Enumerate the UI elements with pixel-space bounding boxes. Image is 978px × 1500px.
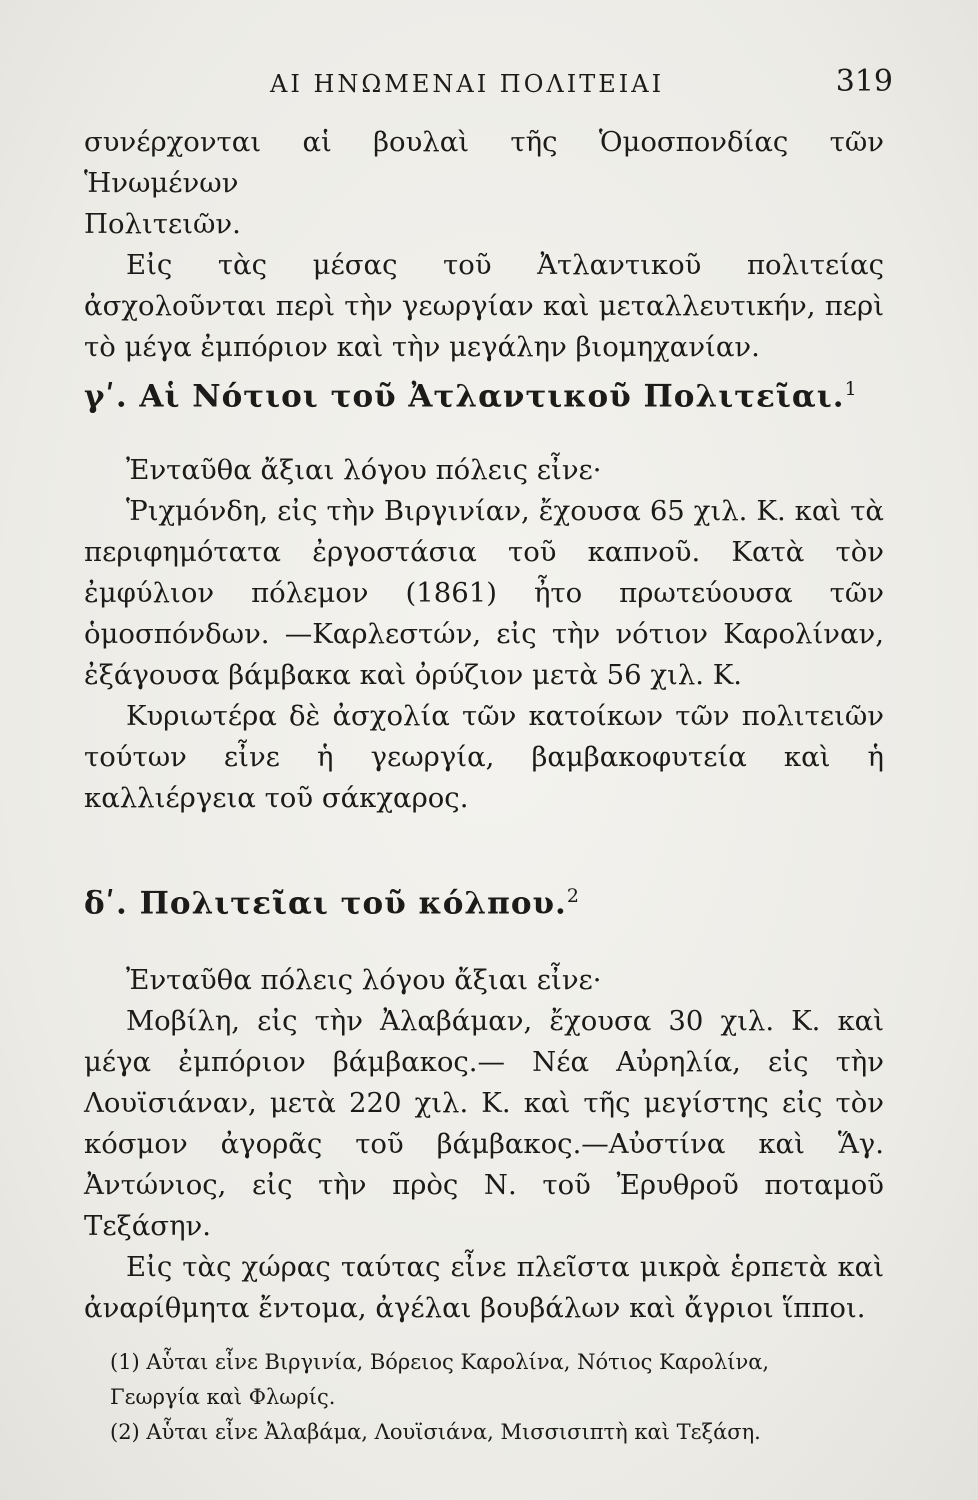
section-heading-text: δʹ. Πολιτεῖαι τοῦ κόλπου. [84,885,567,922]
page-header [270,64,893,110]
running-title: ΑΙ ΗΝΩΜΕΝΑΙ ΠΟΛΙΤΕΙΑΙ [270,70,665,98]
paragraph-occupations: Κυριωτέρα δὲ ἀσχολία τῶν κατοίκων τῶν πολιτειῶν τούτων εἶνε ἡ γεωργία, βαμβακοφυτεία καὶ ἡ καλλιέργεια τοῦ σάκχαρος. [84,700,884,814]
section-heading-southern [84,378,904,414]
continued-line-end: Πολιτειῶν. [84,208,241,240]
footnote-2: (2) Αὗται εἶνε Ἀλαβάμα, Λουϊσιάνα, Μισσισιπτὴ καὶ Τεξάση. [110,1420,761,1444]
opening-block [84,122,884,368]
section-heading-text: γʹ. Αἱ Νότιοι τοῦ Ἀτλαντικοῦ Πολιτεῖαι. [84,378,845,415]
paragraph-atlantic-middle: Εἰς τὰς μέσας τοῦ Ἀτλαντικοῦ πολιτείας ἀσχολοῦνται περὶ τὴν γεωργίαν καὶ μεταλλευτικήν, περὶ τὸ μέγα ἐμπόριον καὶ τὴν μεγάλην βιομηχανίαν. [84,249,884,363]
gulf-states-block [84,960,884,1329]
paragraph-intro: Ἐνταῦθα ἄξιαι λόγου πόλεις εἶνε· [126,454,602,486]
footnote-mark-2: 2 [566,885,580,907]
southern-states-block [84,450,884,819]
paragraph-richmond: Ῥιχμόνδη, εἰς τὴν Βιργινίαν, ἔχουσα 65 χιλ. Κ. καὶ τὰ περιφημότατα ἐργοστάσια τοῦ καπνοῦ. Κατὰ τὸν ἐμφύλιον πόλεμον (1861) ἦτο πρωτεύουσα τῶν ὁμοσπόνδων. —Καρλεστών, εἰς τὴν νότιον Καρολίναν, ἐξάγουσα βάμβακα καὶ ὀρύζιον μετὰ 56 χιλ. Κ. [84,495,884,691]
paragraph-mobile: Μοβίλη, εἰς τὴν Ἀλαβάμαν, ἔχουσα 30 χιλ. Κ. καὶ μέγα ἐμπόριον βάμβακος.— Νέα Αὐρηλία, εἰς τὴν Λουϊσιάναν, μετὰ 220 χιλ. Κ. καὶ τῆς μεγίστης εἰς τὸν κόσμον ἀγορᾶς τοῦ βάμβακος.—Αὐστίνα καὶ Ἅγ. Ἀντώνιος, εἰς τὴν πρὸς Ν. τοῦ Ἐρυθροῦ ποταμοῦ Τεξάσην. [84,1005,884,1242]
continued-line: συνέρχονται αἱ βουλαὶ τῆς Ὁμοσπονδίας τῶν Ἡνωμένων [84,126,884,199]
footnote-1-cont: Γεωργία καὶ Φλωρίς. [110,1385,336,1409]
section-heading-gulf [84,885,904,921]
paragraph-intro: Ἐνταῦθα πόλεις λόγου ἄξιαι εἶνε· [126,964,602,996]
paragraph-fauna: Εἰς τὰς χώρας ταύτας εἶνε πλεῖστα μικρὰ ἑρπετὰ καὶ ἀναρίθμητα ἔντομα, ἀγέλαι βουβάλων καὶ ἄγριοι ἵπποι. [84,1251,884,1324]
footnotes [110,1345,890,1450]
footnote-1: (1) Αὗται εἶνε Βιργινία, Βόρειος Καρολίνα, Νότιος Καρολίνα, [110,1350,770,1374]
footnote-mark-1: 1 [844,378,858,400]
page-number: 319 [835,64,893,99]
